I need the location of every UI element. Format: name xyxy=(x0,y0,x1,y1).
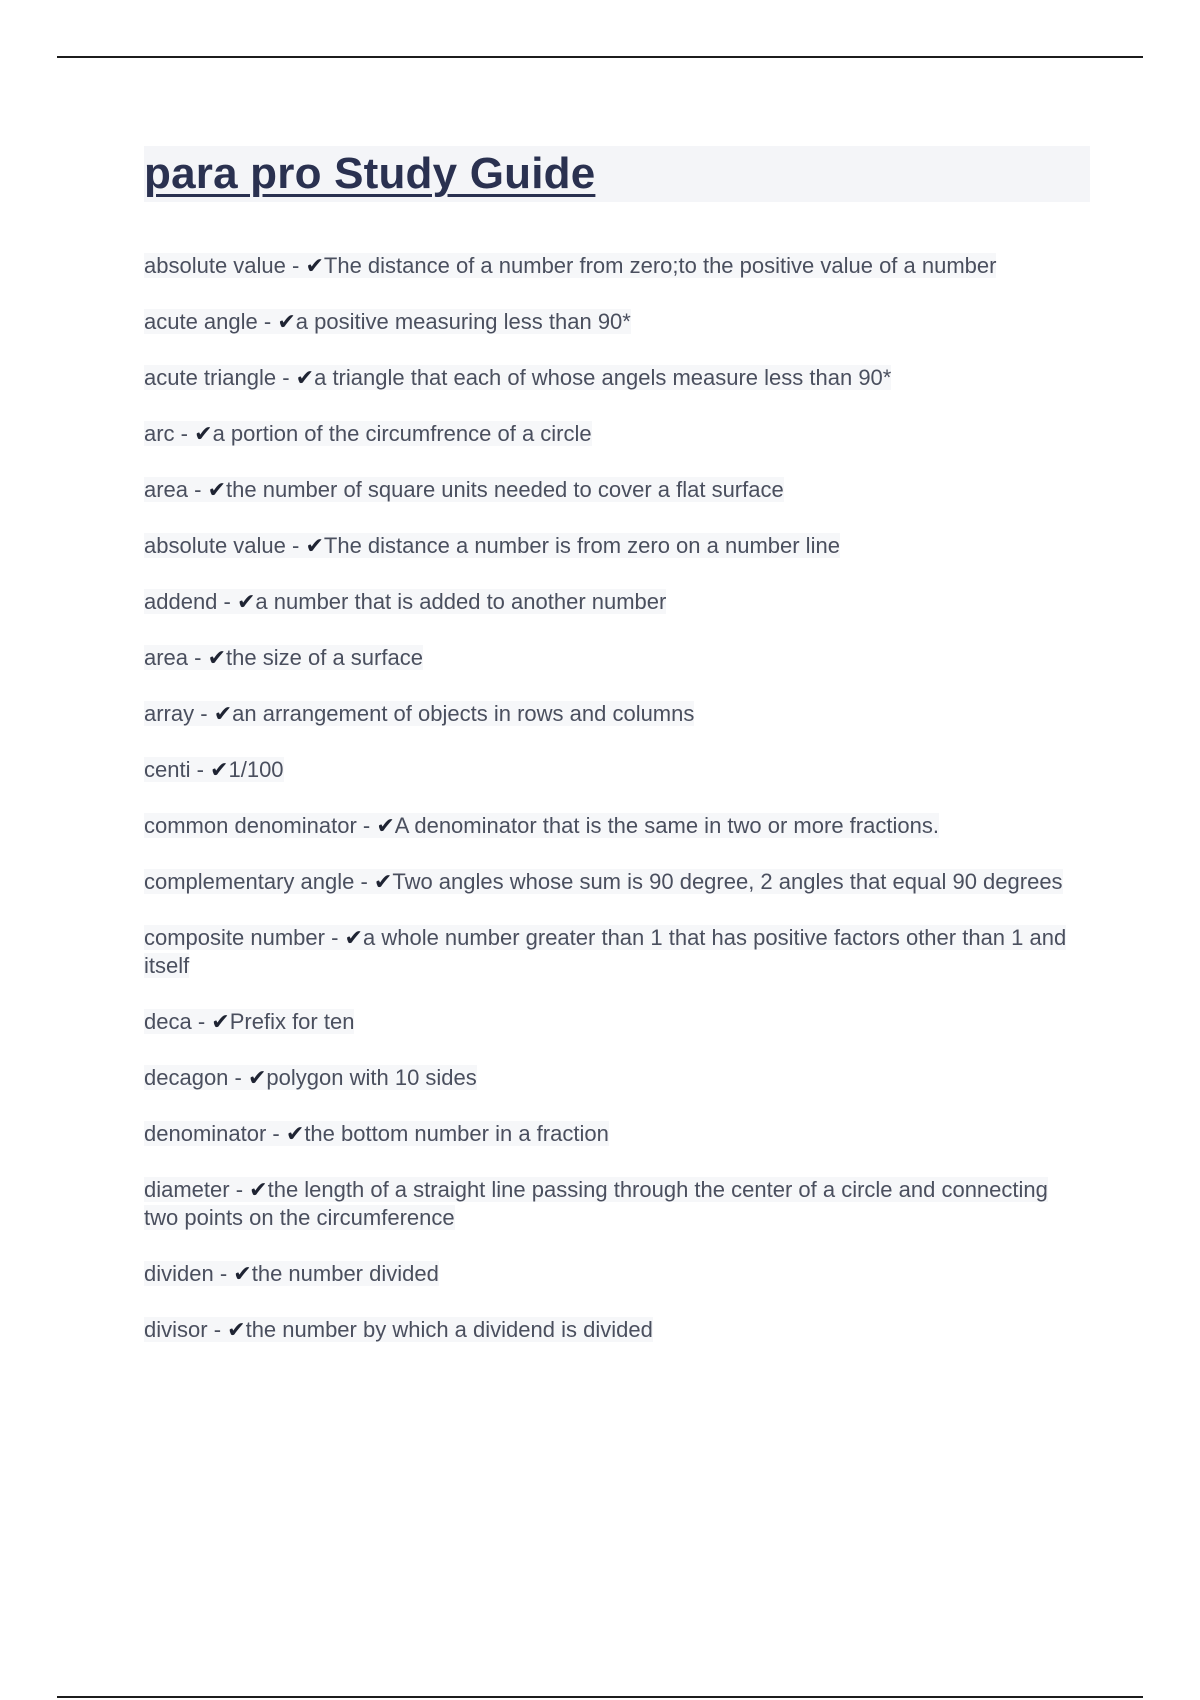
entry-separator: - xyxy=(213,1261,234,1286)
entry-separator: - xyxy=(207,1317,228,1342)
entry-term: decagon xyxy=(144,1065,229,1090)
entry-separator: - xyxy=(356,813,377,838)
entry-definition: the bottom number in a fraction xyxy=(304,1121,609,1146)
entry-highlight xyxy=(144,533,840,558)
checkmark-icon: ✔ xyxy=(247,1065,267,1090)
entry-separator: - xyxy=(229,1177,250,1202)
entry-definition: The distance of a number from zero;to the positive value of a number xyxy=(323,253,997,278)
entry-definition: the length of a straight line passing through the center of a circle and connecting two points on the circumference xyxy=(144,1177,1048,1230)
entry-term: complementary angle xyxy=(144,869,355,894)
entry-term: divisor xyxy=(144,1317,208,1342)
checkmark-icon: ✔ xyxy=(373,869,393,894)
checkmark-icon: ✔ xyxy=(210,757,229,782)
entry-separator: - xyxy=(194,701,214,726)
glossary-entry xyxy=(144,1064,1084,1092)
entry-definition: a number that is added to another number xyxy=(255,589,667,614)
entry-definition: polygon with 10 sides xyxy=(266,1065,477,1090)
checkmark-icon: ✔ xyxy=(376,813,395,838)
entry-term: acute angle xyxy=(144,309,258,334)
glossary-entry xyxy=(144,1176,1084,1232)
glossary-entry xyxy=(144,1008,1084,1036)
glossary-entry xyxy=(144,1260,1084,1288)
entry-separator: - xyxy=(285,533,306,558)
entry-separator: - xyxy=(174,421,195,446)
checkmark-icon: ✔ xyxy=(207,645,227,670)
entry-highlight xyxy=(144,421,592,446)
glossary-entry xyxy=(144,252,1084,280)
glossary-entry xyxy=(144,1120,1084,1148)
entry-highlight xyxy=(144,1177,1048,1230)
glossary-entry xyxy=(144,476,1084,504)
entry-definition: a triangle that each of whose angels measure less than 90* xyxy=(314,365,892,390)
glossary-entry xyxy=(144,420,1084,448)
entry-highlight xyxy=(144,589,666,614)
title-band xyxy=(144,146,1090,202)
entry-definition: A denominator that is the same in two or more fractions. xyxy=(394,813,939,838)
glossary-list xyxy=(144,252,1090,1344)
entry-definition: the size of a surface xyxy=(226,645,423,670)
glossary-entry xyxy=(144,868,1084,896)
entry-highlight xyxy=(144,869,1063,894)
entry-highlight xyxy=(144,309,631,334)
entry-definition: the number by which a dividend is divided xyxy=(245,1317,653,1342)
checkmark-icon: ✔ xyxy=(194,421,213,446)
glossary-entry xyxy=(144,700,1084,728)
entry-definition: Prefix for ten xyxy=(229,1009,355,1034)
entry-term: denominator xyxy=(144,1121,267,1146)
glossary-entry xyxy=(144,364,1084,392)
entry-term: area xyxy=(144,645,189,670)
entry-definition: 1/100 xyxy=(228,757,284,782)
entry-highlight xyxy=(144,645,423,670)
checkmark-icon: ✔ xyxy=(344,925,363,950)
entry-term: diameter xyxy=(144,1177,230,1202)
entry-highlight xyxy=(144,1121,609,1146)
entry-separator: - xyxy=(188,477,208,502)
glossary-entry xyxy=(144,756,1084,784)
entry-separator: - xyxy=(285,253,306,278)
entry-highlight xyxy=(144,757,284,782)
checkmark-icon: ✔ xyxy=(249,1177,268,1202)
entry-definition: the number of square units needed to cover a flat surface xyxy=(226,477,784,502)
entry-separator: - xyxy=(276,365,296,390)
entry-separator: - xyxy=(217,589,237,614)
checkmark-icon: ✔ xyxy=(285,1121,305,1146)
entry-highlight xyxy=(144,925,1066,978)
glossary-entry xyxy=(144,812,1084,840)
entry-definition: a portion of the circumfrence of a circle xyxy=(212,421,592,446)
entry-highlight xyxy=(144,1009,354,1034)
entry-term: deca xyxy=(144,1009,192,1034)
entry-term: absolute value xyxy=(144,253,286,278)
page-title: para pro Study Guide xyxy=(144,149,596,198)
glossary-entry xyxy=(144,924,1084,980)
entry-separator: - xyxy=(188,645,208,670)
checkmark-icon: ✔ xyxy=(213,701,233,726)
entry-highlight xyxy=(144,477,784,502)
entry-highlight xyxy=(144,813,939,838)
header-rule xyxy=(57,56,1143,58)
entry-term: area xyxy=(144,477,189,502)
entry-separator: - xyxy=(266,1121,286,1146)
checkmark-icon: ✔ xyxy=(305,253,324,278)
entry-separator: - xyxy=(354,869,374,894)
entry-term: array xyxy=(144,701,195,726)
glossary-entry xyxy=(144,644,1084,672)
entry-separator: - xyxy=(257,309,278,334)
checkmark-icon: ✔ xyxy=(295,365,315,390)
entry-separator: - xyxy=(324,925,345,950)
study-guide-content xyxy=(144,146,1090,1372)
entry-highlight xyxy=(144,701,694,726)
entry-definition: an arrangement of objects in rows and columns xyxy=(232,701,695,726)
entry-term: acute triangle xyxy=(144,365,277,390)
checkmark-icon: ✔ xyxy=(277,309,296,334)
entry-definition: a whole number greater than 1 that has positive factors other than 1 and itself xyxy=(144,925,1067,978)
checkmark-icon: ✔ xyxy=(207,477,227,502)
entry-term: centi xyxy=(144,757,191,782)
checkmark-icon: ✔ xyxy=(227,1317,246,1342)
entry-definition: the number divided xyxy=(251,1261,439,1286)
entry-highlight xyxy=(144,253,996,278)
entry-separator: - xyxy=(190,757,211,782)
glossary-entry xyxy=(144,308,1084,336)
entry-highlight xyxy=(144,1317,653,1342)
entry-separator: - xyxy=(191,1009,212,1034)
entry-term: dividen xyxy=(144,1261,214,1286)
glossary-entry xyxy=(144,588,1084,616)
entry-highlight xyxy=(144,1065,477,1090)
glossary-entry xyxy=(144,532,1084,560)
glossary-entry xyxy=(144,1316,1084,1344)
checkmark-icon: ✔ xyxy=(305,533,324,558)
footer-rule xyxy=(57,1696,1143,1698)
checkmark-icon: ✔ xyxy=(211,1009,230,1034)
entry-highlight xyxy=(144,365,891,390)
entry-term: arc xyxy=(144,421,175,446)
entry-term: absolute value xyxy=(144,533,286,558)
entry-definition: Two angles whose sum is 90 degree, 2 angles that equal 90 degrees xyxy=(392,869,1063,894)
entry-separator: - xyxy=(228,1065,248,1090)
entry-term: common denominator xyxy=(144,813,357,838)
entry-highlight xyxy=(144,1261,439,1286)
checkmark-icon: ✔ xyxy=(233,1261,252,1286)
entry-term: addend xyxy=(144,589,218,614)
entry-term: composite number xyxy=(144,925,325,950)
checkmark-icon: ✔ xyxy=(236,589,256,614)
entry-definition: The distance a number is from zero on a number line xyxy=(323,533,840,558)
entry-definition: a positive measuring less than 90* xyxy=(295,309,631,334)
